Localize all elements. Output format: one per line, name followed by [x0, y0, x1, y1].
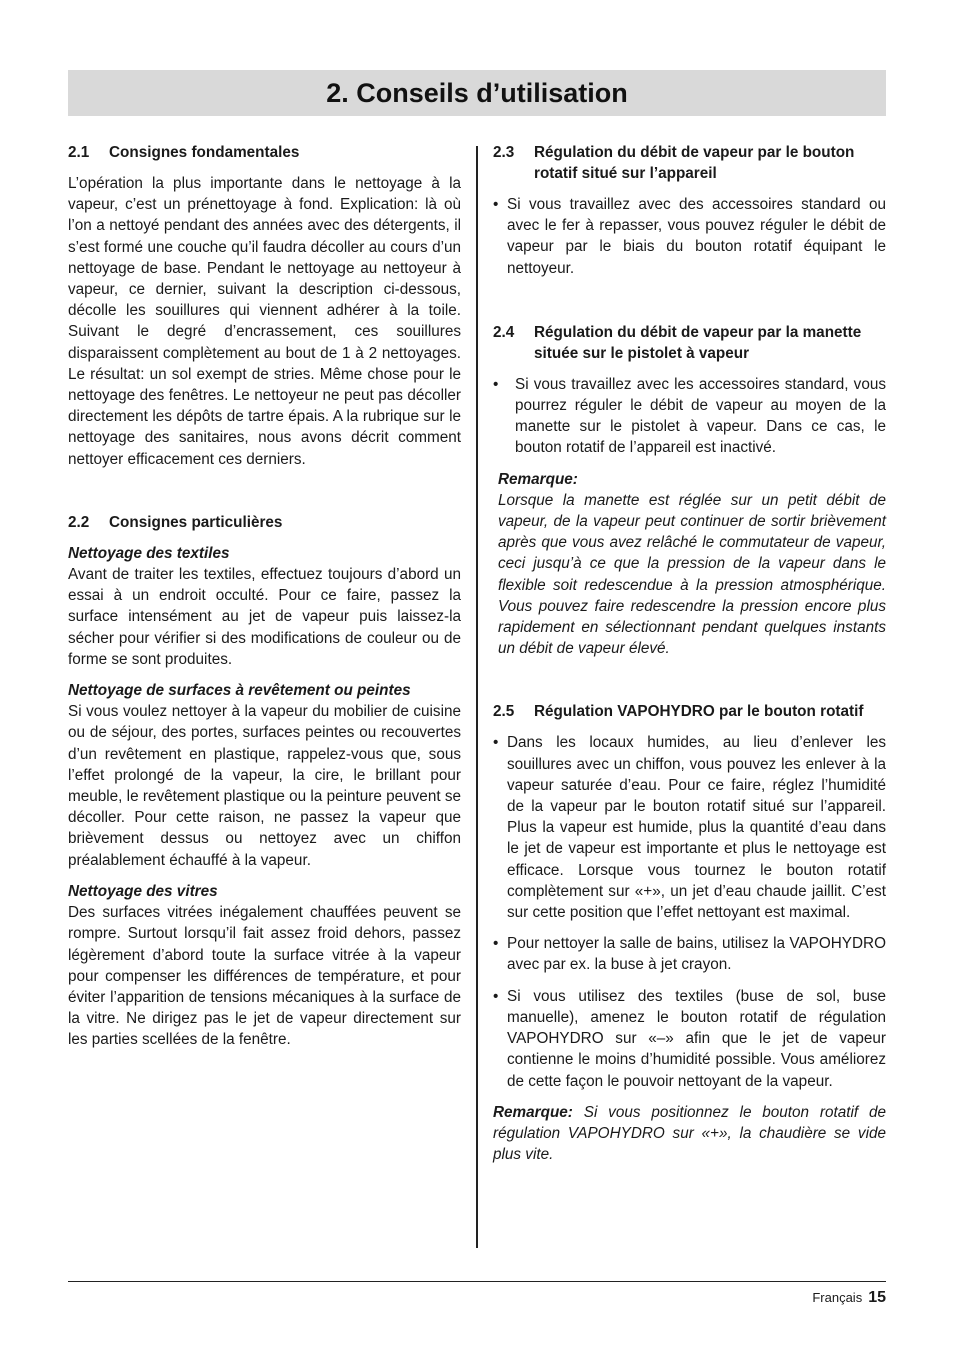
section-title: Consignes particulières — [109, 513, 283, 531]
textiles-subheading: Nettoyage des textiles — [68, 544, 230, 562]
section-2-4-heading — [493, 322, 886, 364]
section-number: 2.4 — [493, 323, 515, 341]
section-2-4-note — [493, 469, 886, 660]
footer-language: Français — [812, 1290, 863, 1305]
section-number: 2.3 — [493, 144, 515, 161]
note-body: Si vous positionnez le bouton rotatif de régulation VAPOHYDRO sur «+», la chaudière se vide plus vite. — [493, 1103, 886, 1164]
section-2-5-heading — [493, 701, 886, 722]
section-2-2-heading — [68, 512, 461, 533]
section-2-4-list — [493, 374, 886, 459]
section-2-5-list — [493, 732, 886, 1091]
section-2-1-body: L’opération la plus importante dans le nettoyage à la vapeur, c’est un prénettoyage à fond. Explication: là où l’on a nettoyé pendant des années avec des détergents, il s’est formé une couche qu’il faudra décoller au cours d’un nettoyage de base. Pendant le nettoyage au nettoyeur à vapeur, ce dernier, suivant la description ci-dessous, décolle les souillures qui viennent adhérer à la toile. Suivant le degré d’encrassement, ces souillures disparaissent complètement au bout de 1 à 2 nettoyages. Le résultat: un sol exempt de stries. Même chose pour le nettoyage des fenêtres. Le nettoyeur ne peut pas décoller directement les dépôts de tartre épais. A la rubrique sur le nettoyage des sanitaires, nous avons décrit comment nettoyer efficacement ces derniers. — [68, 175, 461, 468]
list-item: • Si vous utilisez des textiles (buse de sol, buse manuelle), amenez le bouton rotatif de régulation VAPOHYDRO sur «–» afin que le jet de vapeur contienne le moins d’humidité possible. Vous améliorez de cette façon le pouvoir nettoyant de la vapeur. — [493, 986, 886, 1092]
section-number: 2.1 — [68, 144, 90, 161]
vitres-subheading: Nettoyage des vitres — [68, 882, 218, 900]
column-divider — [476, 146, 478, 1248]
vitres-paragraph — [68, 881, 461, 1051]
section-title: Régulation VAPOHYDRO par le bouton rotatif — [534, 703, 864, 721]
chapter-title: 2. Conseils d’utilisation — [326, 77, 628, 108]
section-title: Régulation du débit de vapeur par la manette située sur le pistolet à vapeur — [534, 323, 862, 362]
right-column — [493, 142, 886, 1175]
left-column — [68, 142, 461, 1061]
list-item: • Si vous travaillez avec des accessoires standard ou avec le fer à repasser, vous pouvez réguler le débit de vapeur par le biais du bouton rotatif équipant le nettoyeur. — [493, 194, 886, 279]
section-number: 2.5 — [493, 703, 515, 721]
surfaces-subheading: Nettoyage de surfaces à revêtement ou peintes — [68, 682, 411, 700]
list-item: • Pour nettoyer la salle de bains, utilisez la VAPOHYDRO avec par ex. la buse à jet crayon. — [493, 933, 886, 975]
textiles-body: Avant de traiter les textiles, effectuez toujours d’abord un essai à un endroit occulté. Pour ce faire, passez la surface intensément au jet de vapeur puis laissez-la sécher pour vérifier si des modifications de couleur ou de forme se sont produites. — [68, 566, 461, 668]
section-2-3-heading — [493, 142, 886, 184]
list-item: • Si vous travaillez avec les accessoires standard, vous pourrez réguler le débit de vapeur au moyen de la manette sur le pistolet à vapeur. Dans ce cas, le bouton rotatif de l’appareil est inactivé. — [493, 374, 886, 459]
section-number: 2.2 — [68, 513, 90, 531]
chapter-title-bar — [68, 70, 886, 116]
section-2-1-heading — [68, 142, 461, 163]
surfaces-body: Si vous voulez nettoyer à la vapeur du mobilier de cuisine ou de séjour, des portes, surfaces peintes ou recouvertes d’un revêtement en plastique, rappelez-vous que, sous l’effet prolongé de la vapeur, la cire, le brillant pour meuble, le revêtement plastique ou la peinture peuvent se décoller. Pour cette raison, ne passez la vapeur que brièvement dessus ou nettoyez avec un chiffon préalablement échauffé à la vapeur. — [68, 703, 461, 869]
section-title: Consignes fondamentales — [109, 144, 300, 161]
surfaces-paragraph — [68, 680, 461, 871]
note-body: Lorsque la manette est réglée sur un petit débit de vapeur, de la vapeur peut continuer de sortir brièvement après que vous avez relâché le commutateur de vapeur, ceci jusqu’à ce que la pression de la vapeur dans le flexible soit redescendue à la pression atmosphérique. Vous pouvez faire redescendre la pression encore plus rapidement en sélectionnant pendant quelques instants un débit de vapeur élevé. — [498, 491, 886, 658]
note-heading: Remarque: — [498, 470, 578, 488]
page-footer — [812, 1289, 886, 1307]
vitres-body: Des surfaces vitrées inégalement chauffées peuvent se rompre. Surtout lorsqu’il fait assez froid dehors, passez légèrement d’abord toute la surface vitrée à la vapeur pour compenser les différences de température, et pour éviter l’apparition de tensions mécaniques à la surface de la vitre. Ne dirigez pas le jet de vapeur directement sur les parties scellées de la fenêtre. — [68, 904, 461, 1049]
list-item: • Dans les locaux humides, au lieu d’enlever les souillures avec un chiffon, vous pouvez les enlever à la vapeur saturée d’eau. Pour ce faire, réglez l’humidité de la vapeur par le bouton rotatif situé sur l’appareil. Plus la vapeur est humide, plus la quantité d’eau dans le jet de vapeur est importante et plus le nettoyage est efficace. Lorsque vous tournez le bouton rotatif complètement sur «+», un jet d’eau chaude jaillit. C’est sur cette position que l’effet nettoyant est maximal. — [493, 732, 886, 923]
footer-rule — [68, 1281, 886, 1282]
section-2-3-list — [493, 194, 886, 279]
section-title: Régulation du débit de vapeur par le bouton rotatif situé sur l’appareil — [534, 144, 855, 182]
section-2-5-note — [493, 1102, 886, 1166]
textiles-paragraph — [68, 543, 461, 670]
note-heading: Remarque: — [493, 1103, 573, 1121]
page-number: 15 — [868, 1289, 886, 1306]
